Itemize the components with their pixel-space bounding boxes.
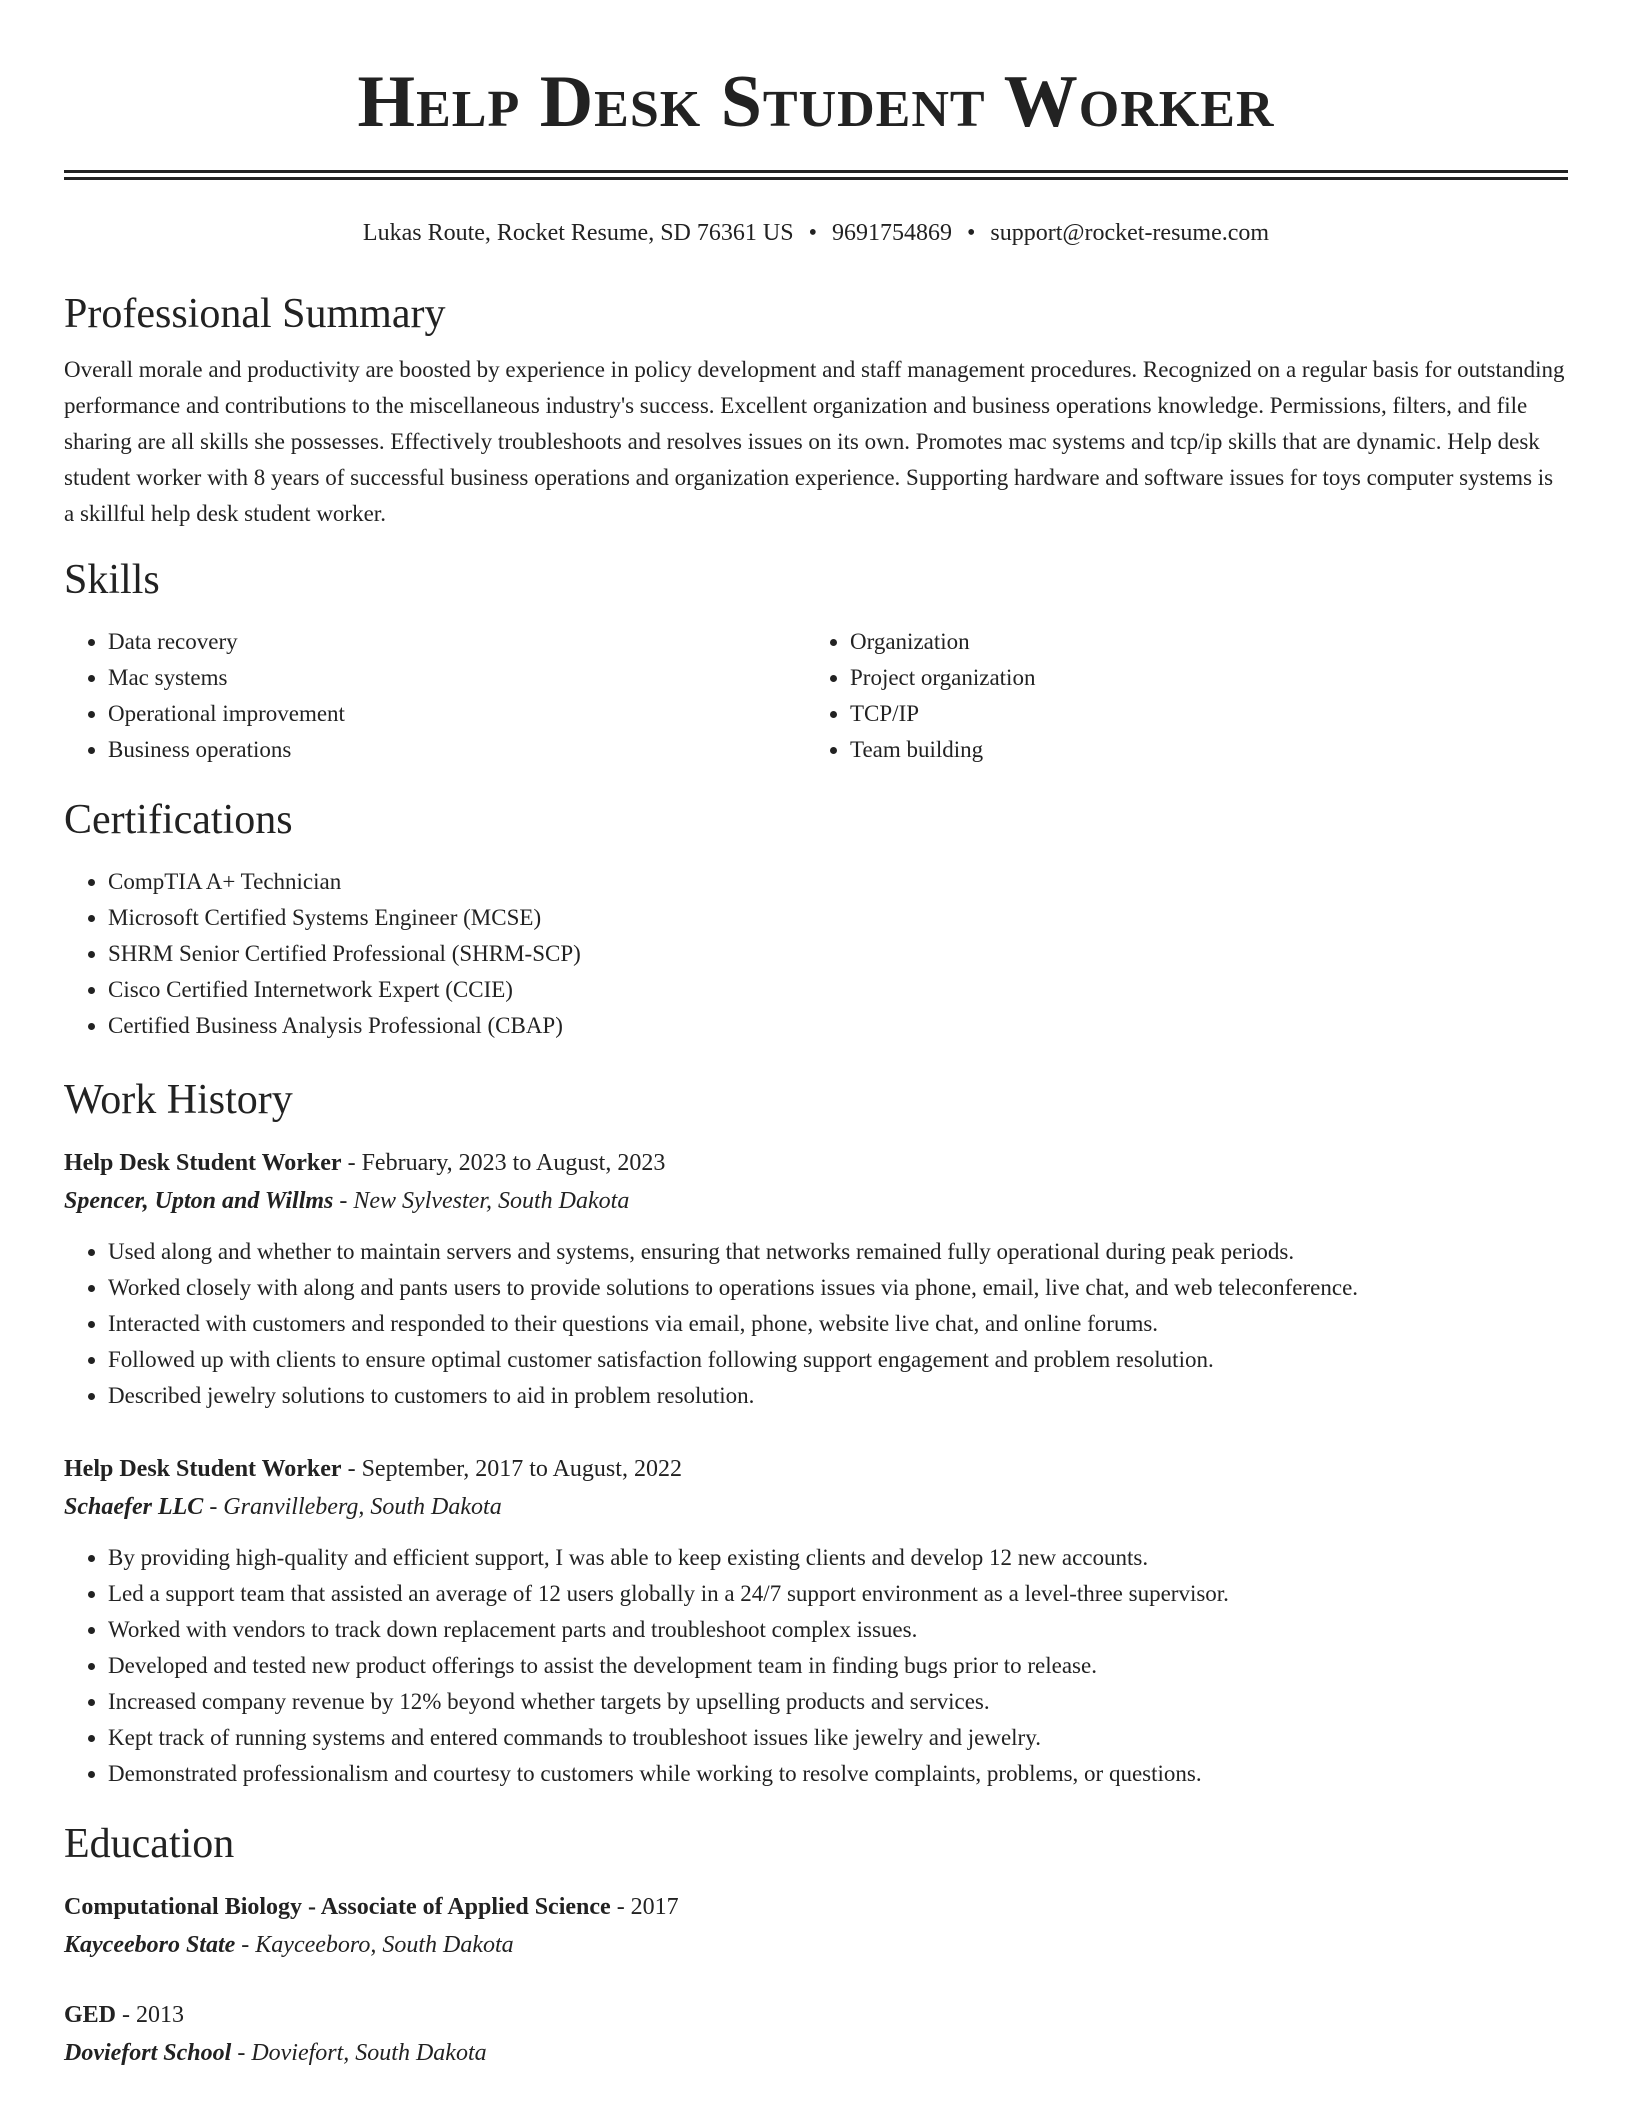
contact-email: support@rocket-resume.com [990, 220, 1270, 246]
job-title: Help Desk Student Worker [64, 1456, 342, 1482]
job-bullet: • Described jewelry solutions to customers to aid in problem resolution. [108, 1378, 1568, 1414]
job-entry [64, 1450, 1568, 1792]
summary-section [64, 288, 1568, 532]
job-bullet: • Increased company revenue by 12% beyond whether targets by upselling products and services. [108, 1684, 1568, 1720]
resume-name-title: Help Desk Student Worker [357, 61, 1275, 143]
education-school-line [64, 1926, 1568, 1964]
job-header [64, 1144, 1568, 1182]
job-company: Spencer, Upton and Willms [64, 1188, 334, 1214]
job-bullet: • Worked closely with along and pants users to provide solutions to operations issues via phone, email, live chat, and web teleconference. [108, 1270, 1568, 1306]
education-location: - Doviefort, South Dakota [231, 2040, 487, 2066]
education-entry [64, 1888, 1568, 1964]
education-section [64, 1818, 1568, 2072]
skill-item: • Project organization [850, 660, 1548, 696]
job-bullet: • By providing high-quality and efficient support, I was able to keep existing clients and develop 12 new accounts. [108, 1540, 1568, 1576]
certifications-section [64, 794, 1568, 1044]
job-bullets [64, 1234, 1568, 1414]
summary-text: Overall morale and productivity are boosted by experience in policy development and staff management procedures. Recognized on a regular basis for outstanding performance and contributions to the miscellaneous industry's success. Excellent organization and business operations knowledge. Permissions, filters, and file sharing are all skills she possesses. Effectively troubleshoots and resolves issues on its own. Promotes mac systems and tcp/ip skills that are dynamic. Help desk student worker with 8 years of successful business operations and organization experience. Supporting hardware and software issues for toys computer systems is a skillful help desk student worker. [64, 357, 1565, 526]
education-degree-line [64, 1888, 1568, 1926]
skills-section [64, 554, 1568, 768]
job-location: - Granvilleberg, South Dakota [203, 1494, 502, 1520]
skill-item: • TCP/IP [850, 696, 1548, 732]
job-company: Schaefer LLC [64, 1494, 204, 1520]
education-school: Kayceeboro State [64, 1932, 236, 1958]
work-history-section [64, 1074, 1568, 1792]
education-year: - 2013 [116, 2002, 185, 2028]
certification-item: • Cisco Certified Internetwork Expert (CCIE) [108, 972, 1568, 1008]
certification-item: • Certified Business Analysis Professional (CBAP) [108, 1008, 1568, 1044]
certifications-list [64, 864, 1568, 1044]
skill-item: • Business operations [108, 732, 806, 768]
education-school: Doviefort School [64, 2040, 232, 2066]
job-bullet: • Led a support team that assisted an average of 12 users globally in a 24/7 support environment as a level-three supervisor. [108, 1576, 1568, 1612]
job-entry [64, 1144, 1568, 1414]
education-heading: Education [64, 1821, 235, 1867]
summary-heading: Professional Summary [64, 291, 446, 337]
education-location: - Kayceeboro, South Dakota [235, 1932, 514, 1958]
job-title: Help Desk Student Worker [64, 1150, 342, 1176]
job-employer-line [64, 1488, 1568, 1526]
certification-item: • SHRM Senior Certified Professional (SHRM-SCP) [108, 936, 1568, 972]
contact-line [64, 218, 1568, 248]
job-bullet: • Developed and tested new product offerings to assist the development team in finding bugs prior to release. [108, 1648, 1568, 1684]
certification-item: • CompTIA A+ Technician [108, 864, 1568, 900]
education-year: - 2017 [610, 1894, 679, 1920]
skill-item: • Mac systems [108, 660, 806, 696]
job-employer-line [64, 1182, 1568, 1220]
job-dates: - February, 2023 to August, 2023 [341, 1150, 666, 1176]
certifications-heading: Certifications [64, 797, 293, 843]
contact-address: Lukas Route, Rocket Resume, SD 76361 US [362, 220, 794, 246]
job-bullet: • Demonstrated professionalism and courtesy to customers while working to resolve complaints, problems, or questions. [108, 1756, 1568, 1792]
skills-heading: Skills [64, 557, 160, 603]
education-degree: GED [64, 2002, 117, 2028]
job-bullet: • Followed up with clients to ensure optimal customer satisfaction following support engagement and problem resolution. [108, 1342, 1568, 1378]
skills-grid [64, 624, 1568, 768]
title-divider [64, 170, 1568, 180]
work-history-heading: Work History [64, 1077, 293, 1123]
certification-item: • Microsoft Certified Systems Engineer (MCSE) [108, 900, 1568, 936]
job-dates: - September, 2017 to August, 2022 [341, 1456, 682, 1482]
skills-column-left [64, 624, 806, 768]
skill-item: • Operational improvement [108, 696, 806, 732]
job-bullet: • Interacted with customers and responded to their questions via email, phone, website live chat, and online forums. [108, 1306, 1568, 1342]
job-bullet: • Kept track of running systems and entered commands to troubleshoot issues like jewelry and jewelry. [108, 1720, 1568, 1756]
education-school-line [64, 2034, 1568, 2072]
contact-separator: • [966, 220, 976, 246]
job-header [64, 1450, 1568, 1488]
job-location: - New Sylvester, South Dakota [333, 1188, 630, 1214]
job-bullets [64, 1540, 1568, 1792]
education-degree-line [64, 1996, 1568, 2034]
education-degree: Computational Biology - Associate of Applied Science [64, 1894, 611, 1920]
skills-column-right [806, 624, 1548, 768]
contact-separator: • [808, 220, 817, 246]
skill-item: • Data recovery [108, 624, 806, 660]
contact-phone: 9691754869 [831, 220, 952, 246]
job-bullet: • Worked with vendors to track down replacement parts and troubleshoot complex issues. [108, 1612, 1568, 1648]
job-bullet: • Used along and whether to maintain servers and systems, ensuring that networks remained fully operational during peak periods. [108, 1234, 1568, 1270]
skill-item: • Team building [850, 732, 1548, 768]
education-entry [64, 1996, 1568, 2072]
skill-item: • Organization [850, 624, 1548, 660]
